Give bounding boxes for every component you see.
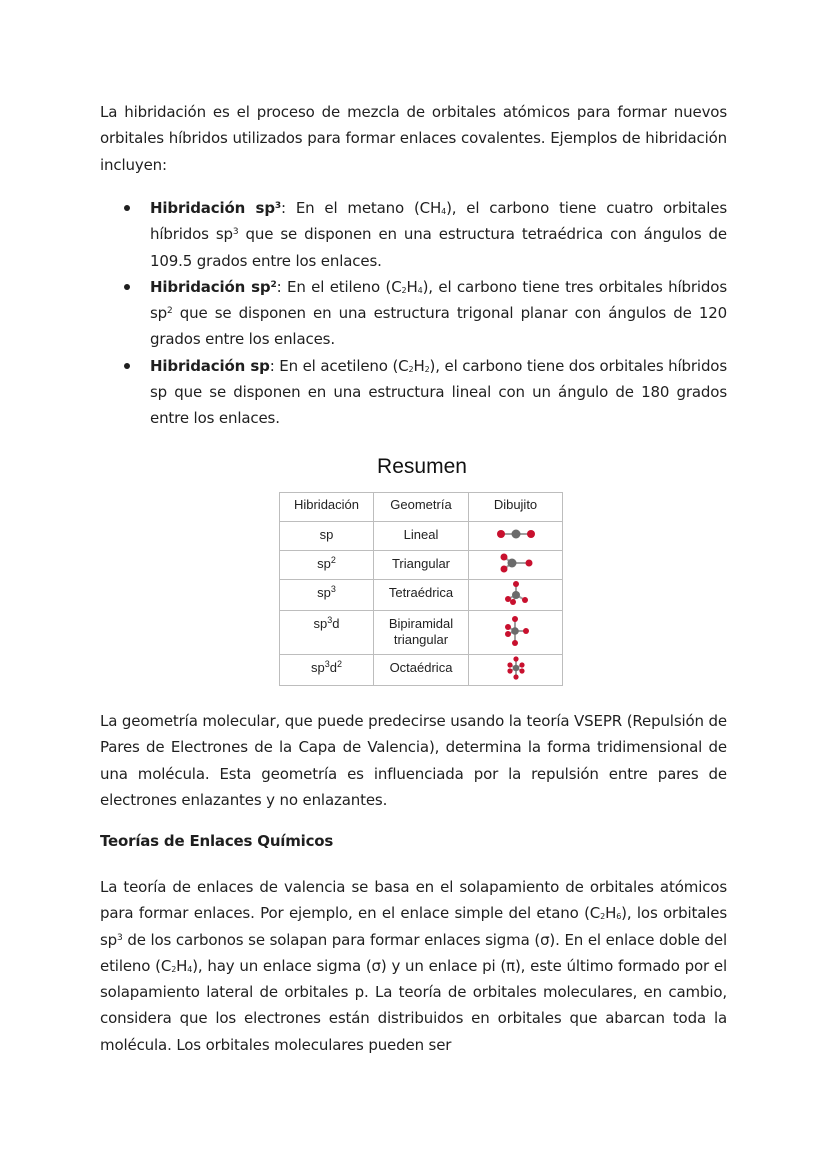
figure-title: Resumen [377, 455, 467, 478]
header-drawing: Dibujito [469, 493, 563, 522]
bullet-label: Hibridación $sp^3$ [150, 199, 282, 217]
geometry-cell: Octaédrica [374, 655, 469, 686]
tetrahedral-molecule-icon [491, 580, 541, 606]
hybridization-cell: $sp^3$ [280, 580, 374, 611]
geometry-cell: Bipiramidal triangular [374, 611, 469, 655]
bullet-label: Hibridación $sp^2$ [150, 277, 277, 296]
vsepr-paragraph: La geometría molecular, que puede predecirse usando la teoría VSEPR (Repulsión de Pares de Electrones de la Capa de Valencia), determina la forma tridimensional de una molécula. Esta geometría es influenciada por la repulsión entre pares de electrones enlazantes y no enlazantes. [100, 712, 727, 809]
trigonal-bipyramidal-molecule-icon [491, 614, 541, 648]
drawing-cell [469, 551, 563, 580]
hybridization-cell: $sp^2$ [280, 551, 374, 580]
bullet-icon [124, 363, 130, 369]
bullet-icon [124, 284, 130, 290]
drawing-cell [469, 655, 563, 686]
hybridization-cell: $sp^3d$ [280, 611, 374, 655]
drawing-cell [469, 611, 563, 655]
hybridization-list [100, 195, 727, 432]
bond-theories-paragraph: La teoría de enlaces de valencia se basa en el solapamiento de orbitales atómicos para formar enlaces. Por ejemplo, en el enlace simple del etano (C2H6), los orbitales $sp^3$ de los carbonos se solapan para formar enlaces sigma (σ). En el enlace doble del etileno (C2H4), hay un enlace sigma (σ) y un enlace pi (π), este último formado por el solapamiento lateral de orbitales p. La teoría de orbitales moleculares, en cambio, considera que los electrones están distribuidos en orbitales que abarcan toda la molécula. Los orbitales moleculares pueden ser [100, 878, 727, 1054]
drawing-cell [469, 580, 563, 611]
bullet-label: Hibridación sp [150, 356, 270, 375]
geometry-cell: Tetraédrica [374, 580, 469, 611]
table-row [280, 551, 563, 580]
list-item-sp3: Hibridación $sp^3$: En el metano (CH4), el carbono tiene cuatro orbitales híbridos $sp^3$ que se disponen en una estructura tetraédrica con ángulos de 109.5 grados entre los enlaces. [100, 195, 727, 274]
section-heading: Teorías de Enlaces Químicos [100, 832, 334, 850]
list-item-sp: Hibridación sp: En el acetileno (C2H2), el carbono tiene dos orbitales híbridos sp que se disponen en una estructura lineal con un ángulo de 180 grados entre los enlaces. [100, 353, 727, 432]
linear-molecule-icon [491, 524, 541, 544]
header-hybridization: Hibridación [280, 493, 374, 522]
table-row [280, 522, 563, 551]
drawing-cell [469, 522, 563, 551]
hybridization-cell: sp [280, 522, 374, 551]
trigonal-planar-molecule-icon [491, 552, 541, 574]
geometry-cell: Lineal [374, 522, 469, 551]
hybridization-summary-table [279, 492, 563, 686]
list-item-sp2: Hibridación $sp^2$: En el etileno (C2H4), el carbono tiene tres orbitales híbridos $sp^2$ que se disponen en una estructura trigonal planar con ángulos de 120 grados entre los enlaces. [100, 274, 727, 353]
geometry-cell: Triangular [374, 551, 469, 580]
header-geometry: Geometría [374, 493, 469, 522]
hybridization-cell: $sp^3d^2$ [280, 655, 374, 686]
table-row [280, 580, 563, 611]
intro-paragraph: La hibridación es el proceso de mezcla de orbitales atómicos para formar nuevos orbitales híbridos utilizados para formar enlaces covalentes. Ejemplos de hibridación incluyen: [100, 103, 727, 174]
octahedral-molecule-icon [491, 655, 541, 681]
table-row [280, 611, 563, 655]
table-row [280, 655, 563, 686]
bullet-icon [124, 205, 130, 211]
table-header-row [280, 493, 563, 522]
